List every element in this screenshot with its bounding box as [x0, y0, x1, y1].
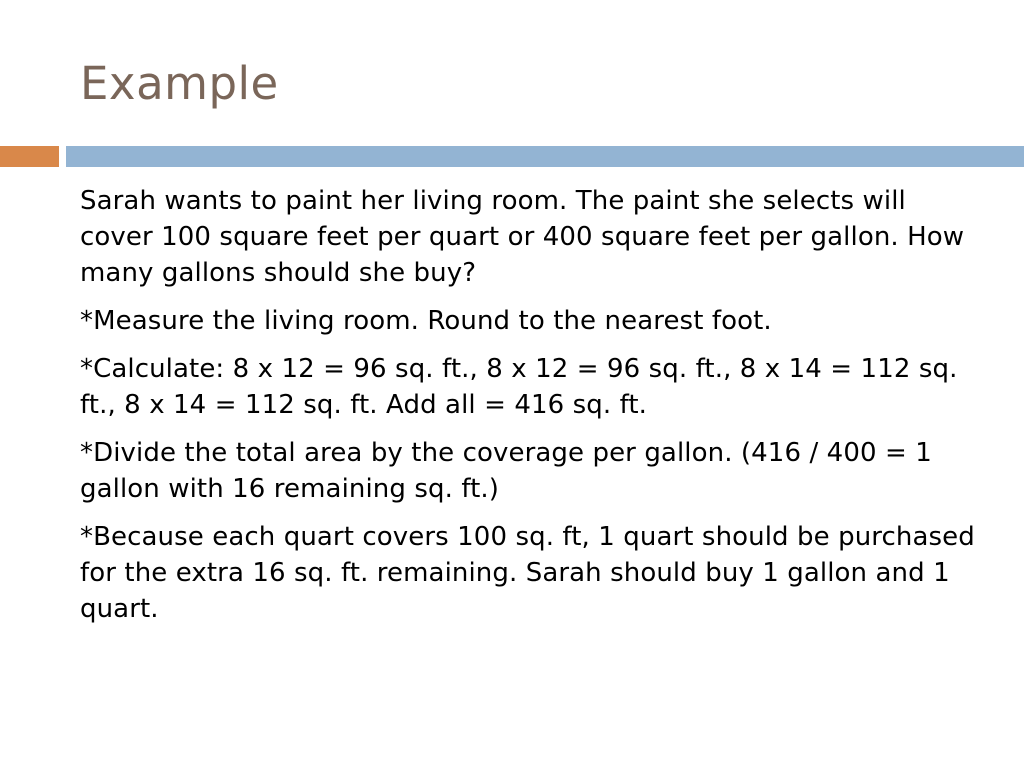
paragraph-problem: Sarah wants to paint her living room. The paint she selects will cover 100 square feet per quart or 400 square feet per gallon. How many gallons should she buy?: [80, 186, 965, 288]
title-accent-bar: [0, 146, 59, 167]
paragraph-calculate: *Calculate: 8 x 12 = 96 sq. ft., 8 x 12 = 96 sq. ft., 8 x 14 = 112 sq. ft., 8 x 14 = 112 sq. ft. Add all = 416 sq. ft.: [80, 354, 958, 420]
paragraph-conclusion: *Because each quart covers 100 sq. ft, 1 quart should be purchased for the extra 16 sq. ft. remaining. Sarah should buy 1 gallon and 1 quart.: [80, 522, 975, 624]
paragraph-measure: *Measure the living room. Round to the nearest foot.: [80, 306, 772, 336]
paragraph-divide: *Divide the total area by the coverage per gallon. (416 / 400 = 1 gallon with 16 remaining sq. ft.): [80, 438, 932, 504]
slide-title: Example: [80, 57, 279, 110]
slide-body: [80, 183, 980, 639]
title-divider-bar: [66, 146, 1024, 167]
